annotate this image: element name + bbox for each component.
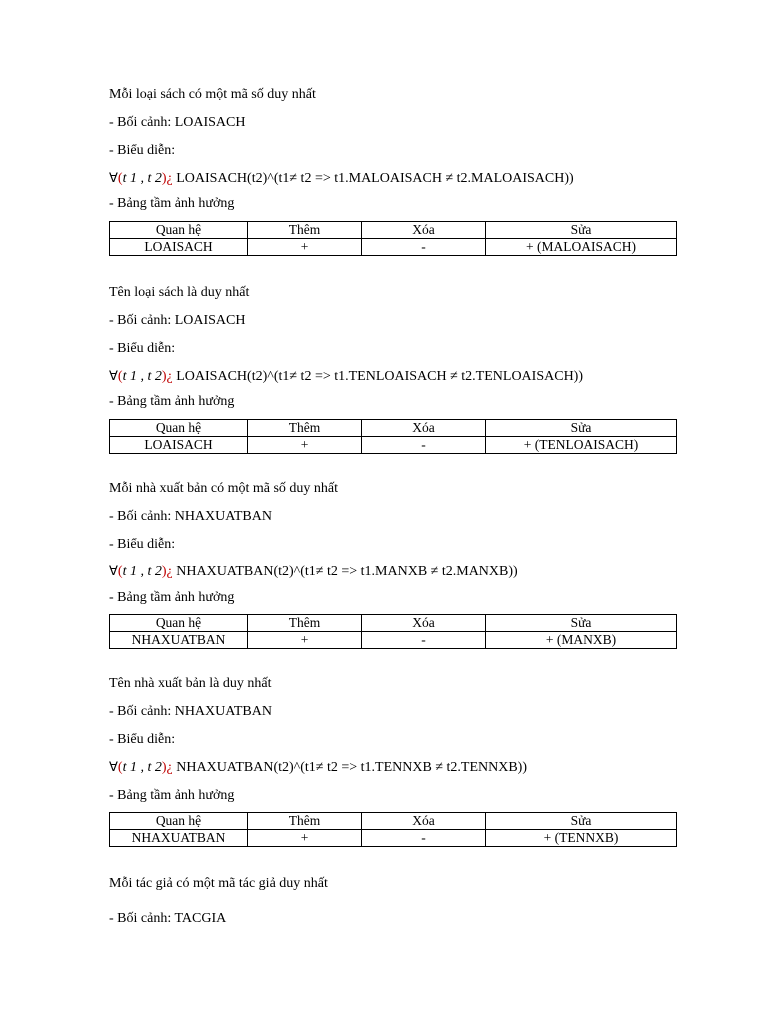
formula-vars: t 1 , t 2 — [122, 369, 162, 384]
impact-table-label: - Bảng tầm ảnh hưởng — [109, 590, 235, 605]
table-cell: + — [248, 239, 362, 256]
header-cell: Quan hệ — [110, 222, 248, 239]
header-cell: Quan hệ — [110, 615, 248, 632]
representation-label: - Biểu diễn: — [109, 143, 176, 158]
formula-paren-close: ) — [161, 564, 167, 579]
header-cell: Thêm — [248, 420, 362, 437]
table-cell: + (TENLOAISACH) — [486, 437, 677, 454]
section-title: Tên nhà xuất bản là duy nhất — [109, 676, 272, 691]
context-line: - Bối cảnh: LOAISACH — [109, 313, 246, 328]
formula-mark: ¿ — [166, 760, 173, 775]
header-cell: Thêm — [248, 813, 362, 830]
header-cell: Quan hệ — [110, 420, 248, 437]
table-cell: + (MALOAISACH) — [486, 239, 677, 256]
header-cell: Thêm — [248, 222, 362, 239]
formula — [109, 170, 574, 188]
table-row — [110, 239, 677, 256]
formula-paren-close: ) — [161, 760, 167, 775]
header-cell: Sửa — [486, 420, 677, 437]
impact-table — [109, 614, 677, 649]
table-cell: + (MANXB) — [486, 632, 677, 649]
formula-mark: ¿ — [166, 171, 173, 186]
formula-body: LOAISACH(t2)^(t1≠ t2 => t1.MALOAISACH ≠ t2.MALOAISACH)) — [172, 171, 574, 186]
table-header-row — [110, 615, 677, 632]
formula — [109, 759, 527, 777]
table-row — [110, 632, 677, 649]
table-header-row — [110, 813, 677, 830]
context-line: - Bối cảnh: TACGIA — [109, 911, 227, 926]
formula — [109, 368, 583, 386]
forall-symbol: ∀ — [109, 171, 118, 186]
header-cell: Sửa — [486, 615, 677, 632]
header-cell: Sửa — [486, 222, 677, 239]
section-title: Mỗi tác giả có một mã tác giả duy nhất — [109, 876, 328, 891]
impact-table — [109, 419, 677, 454]
formula-body: NHAXUATBAN(t2)^(t1≠ t2 => t1.TENNXB ≠ t2.TENNXB)) — [172, 760, 528, 775]
table-cell: - — [362, 437, 486, 454]
table-cell: - — [362, 239, 486, 256]
table-row — [110, 437, 677, 454]
formula-paren-open: ( — [117, 564, 123, 579]
header-cell: Xóa — [362, 222, 486, 239]
impact-table-label: - Bảng tầm ảnh hưởng — [109, 788, 235, 803]
impact-table-label: - Bảng tầm ảnh hưởng — [109, 394, 235, 409]
header-cell: Xóa — [362, 615, 486, 632]
forall-symbol: ∀ — [109, 564, 118, 579]
impact-table — [109, 812, 677, 847]
section-title: Tên loại sách là duy nhất — [109, 285, 250, 300]
formula-vars: t 1 , t 2 — [122, 760, 162, 775]
table-cell: + (TENNXB) — [486, 830, 677, 847]
formula-mark: ¿ — [166, 564, 173, 579]
formula-paren-close: ) — [161, 369, 167, 384]
header-cell: Quan hệ — [110, 813, 248, 830]
table-cell: + — [248, 830, 362, 847]
formula-vars: t 1 , t 2 — [122, 564, 162, 579]
formula-paren-close: ) — [161, 171, 167, 186]
header-cell: Sửa — [486, 813, 677, 830]
representation-label: - Biểu diễn: — [109, 341, 176, 356]
impact-table — [109, 221, 677, 256]
section-title: Mỗi nhà xuất bản có một mã số duy nhất — [109, 481, 339, 496]
table-cell: + — [248, 632, 362, 649]
table-header-row — [110, 420, 677, 437]
formula-paren-open: ( — [117, 369, 123, 384]
formula-vars: t 1 , t 2 — [122, 171, 162, 186]
header-cell: Xóa — [362, 420, 486, 437]
table-cell: NHAXUATBAN — [110, 632, 248, 649]
section-title: Mỗi loại sách có một mã số duy nhất — [109, 87, 316, 102]
table-cell: LOAISACH — [110, 239, 248, 256]
forall-symbol: ∀ — [109, 369, 118, 384]
forall-symbol: ∀ — [109, 760, 118, 775]
table-cell: + — [248, 437, 362, 454]
impact-table-label: - Bảng tầm ảnh hưởng — [109, 196, 235, 211]
formula — [109, 563, 518, 581]
formula-body: NHAXUATBAN(t2)^(t1≠ t2 => t1.MANXB ≠ t2.MANXB)) — [172, 564, 518, 579]
header-cell: Thêm — [248, 615, 362, 632]
representation-label: - Biểu diễn: — [109, 732, 176, 747]
context-line: - Bối cảnh: LOAISACH — [109, 115, 246, 130]
header-cell: Xóa — [362, 813, 486, 830]
table-cell: - — [362, 632, 486, 649]
formula-mark: ¿ — [166, 369, 173, 384]
table-cell: - — [362, 830, 486, 847]
table-cell: LOAISACH — [110, 437, 248, 454]
formula-body: LOAISACH(t2)^(t1≠ t2 => t1.TENLOAISACH ≠ t2.TENLOAISACH)) — [172, 369, 584, 384]
formula-paren-open: ( — [117, 171, 123, 186]
formula-paren-open: ( — [117, 760, 123, 775]
representation-label: - Biểu diễn: — [109, 537, 176, 552]
table-header-row — [110, 222, 677, 239]
table-row — [110, 830, 677, 847]
table-cell: NHAXUATBAN — [110, 830, 248, 847]
context-line: - Bối cảnh: NHAXUATBAN — [109, 509, 272, 524]
context-line: - Bối cảnh: NHAXUATBAN — [109, 704, 272, 719]
